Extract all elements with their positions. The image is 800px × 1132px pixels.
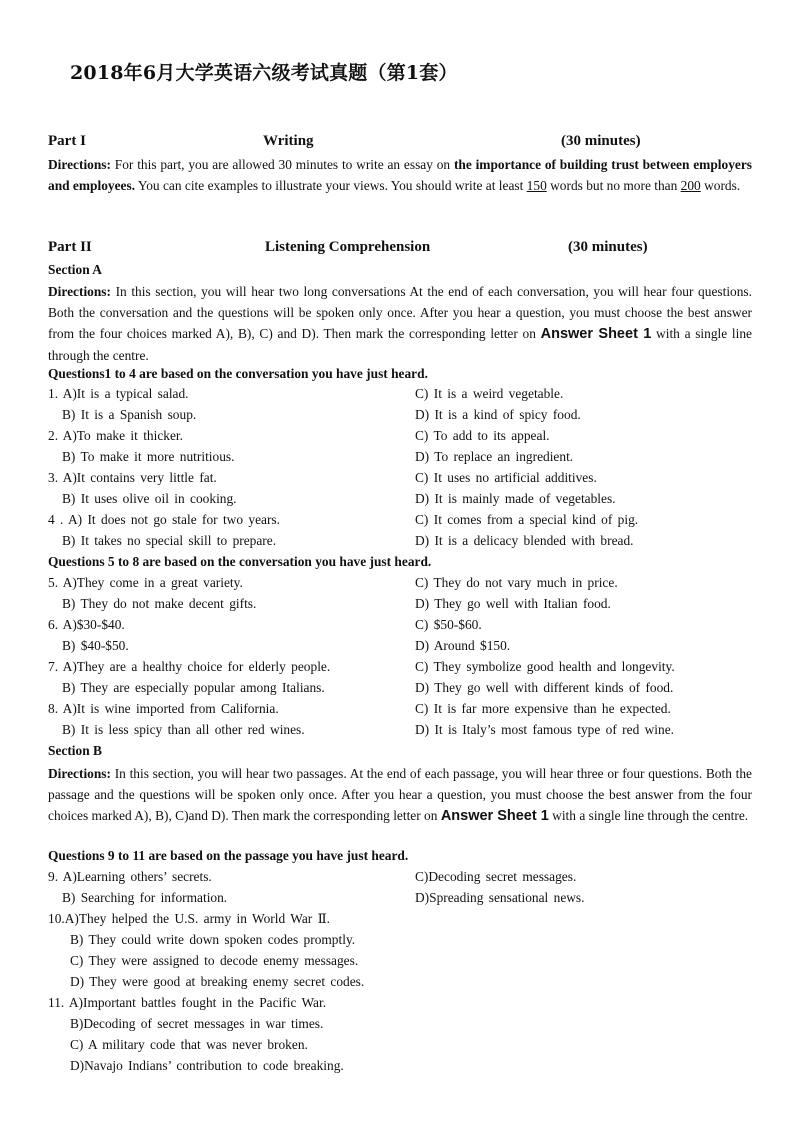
option-b: B) $40-$50. [62, 638, 129, 653]
option-d: D) It is a kind of spicy food. [415, 407, 581, 422]
option-c: C) They were assigned to decode enemy messages. [70, 953, 359, 968]
option-a: 1. A)It is a typical salad. [48, 386, 189, 401]
option-d: D)Spreading sensational news. [415, 890, 585, 905]
directions-lead: Directions: [48, 766, 111, 781]
option-c: C) To add to its appeal. [415, 428, 550, 443]
option-c: C) They do not vary much in price. [415, 575, 618, 590]
option-a: 2. A)To make it thicker. [48, 428, 183, 443]
question-group-heading: Questions1 to 4 are based on the conversation you have just heard. [48, 366, 428, 381]
directions-text: words. [700, 178, 741, 193]
directions-text: For this part, you are allowed 30 minutes to write an essay on [110, 157, 454, 172]
option-c: C) A military code that was never broken. [70, 1037, 308, 1052]
option-c: C) It is far more expensive than he expected. [415, 701, 671, 716]
option-d: D) They were good at breaking enemy secret codes. [70, 974, 365, 989]
option-d: D) They go well with Italian food. [415, 596, 611, 611]
option-d: D) To replace an ingredient. [415, 449, 574, 464]
part1-time: (30 minutes) [561, 133, 641, 149]
option-b: B) It takes no special skill to prepare. [62, 533, 277, 548]
option-d: D) It is a delicacy blended with bread. [415, 533, 634, 548]
part1-name: Writing [263, 133, 314, 149]
option-a: 4 . A) It does not go stale for two years. [48, 512, 280, 527]
option-a: 10.A)They helped the U.S. army in World War Ⅱ. [48, 911, 331, 926]
part2-header [48, 239, 758, 259]
option-b: B) To make it more nutritious. [62, 449, 235, 464]
option-a: 3. A)It contains very little fat. [48, 470, 217, 485]
directions-text: with a single line through the centre. [48, 326, 752, 363]
option-a: 11. A)Important battles fought in the Pacific War. [48, 995, 327, 1010]
part2-label: Part II [48, 239, 92, 255]
option-b: B) It is a Spanish soup. [62, 407, 197, 422]
option-b: B) They do not make decent gifts. [62, 596, 257, 611]
section-b-label: Section B [48, 743, 102, 758]
option-c: C) It uses no artificial additives. [415, 470, 597, 485]
essay-topic: the importance of building trust between employers and employees. [48, 157, 752, 193]
option-a: 7. A)They are a healthy choice for elderly people. [48, 659, 331, 674]
section-b-directions [48, 763, 752, 827]
directions-text: In this section, you will hear two passages. At the end of each passage, you will hear three or four questions. Both the passage and the questions will be spoken only once. After you hear a question, you must choose the best answer from the four choices marked A), B), C)and D). Then mark the corresponding letter on [48, 766, 752, 823]
directions-lead: Directions: [48, 284, 111, 299]
part2-name: Listening Comprehension [265, 239, 431, 255]
section-a-directions [48, 281, 752, 366]
option-c: C) It is a weird vegetable. [415, 386, 564, 401]
answer-sheet-ref: Answer Sheet 1 [540, 326, 652, 342]
section-a-label: Section A [48, 262, 102, 277]
option-c: C) It comes from a special kind of pig. [415, 512, 639, 527]
option-a: 5. A)They come in a great variety. [48, 575, 243, 590]
directions-text: words but no more than [546, 178, 681, 193]
part1-label: Part I [48, 133, 86, 149]
directions-lead: Directions: [48, 157, 111, 172]
directions-text: In this section, you will hear two long conversations At the end of each conversation, you will hear four questions. Both the conversation and the questions will be spoken only once. After you hear a question, you must choose the best answer from the four choices marked A), B), C) and D). Then mark the corresponding letter on [48, 284, 752, 341]
option-c: C) $50-$60. [415, 617, 482, 632]
option-b: B) It uses olive oil in cooking. [62, 491, 237, 506]
option-b: B) Searching for information. [62, 890, 228, 905]
option-c: C)Decoding secret messages. [415, 869, 577, 884]
option-b: B) It is less spicy than all other red wines. [62, 722, 305, 737]
option-a: 8. A)It is wine imported from California. [48, 701, 279, 716]
option-d: D) They go well with different kinds of food. [415, 680, 674, 695]
question-group-heading: Questions 9 to 11 are based on the passage you have just heard. [48, 848, 409, 863]
part1-directions [48, 154, 752, 196]
option-a: 9. A)Learning others’ secrets. [48, 869, 212, 884]
directions-text: with a single line through the centre. [548, 808, 749, 823]
option-d: D) Around $150. [415, 638, 511, 653]
part2-time: (30 minutes) [568, 239, 648, 255]
option-d: D) It is mainly made of vegetables. [415, 491, 616, 506]
option-b: B) They are especially popular among Italians. [62, 680, 325, 695]
option-a: 6. A)$30-$40. [48, 617, 125, 632]
directions-text: You can cite examples to illustrate your views. You should write at least [135, 178, 527, 193]
question-group-heading: Questions 5 to 8 are based on the conversation you have just heard. [48, 554, 432, 569]
option-d: D) It is Italy’s most famous type of red wine. [415, 722, 674, 737]
part1-header [48, 133, 758, 153]
max-words: 200 [680, 178, 701, 193]
option-b: B)Decoding of secret messages in war times. [70, 1016, 324, 1031]
answer-sheet-ref: Answer Sheet 1 [440, 808, 549, 824]
option-b: B) They could write down spoken codes promptly. [70, 932, 356, 947]
option-d: D)Navajo Indians’ contribution to code breaking. [70, 1058, 344, 1073]
page-title: 2018年6月大学英语六级考试真题（第1套） [70, 62, 458, 84]
min-words: 150 [526, 178, 547, 193]
option-c: C) They symbolize good health and longevity. [415, 659, 675, 674]
